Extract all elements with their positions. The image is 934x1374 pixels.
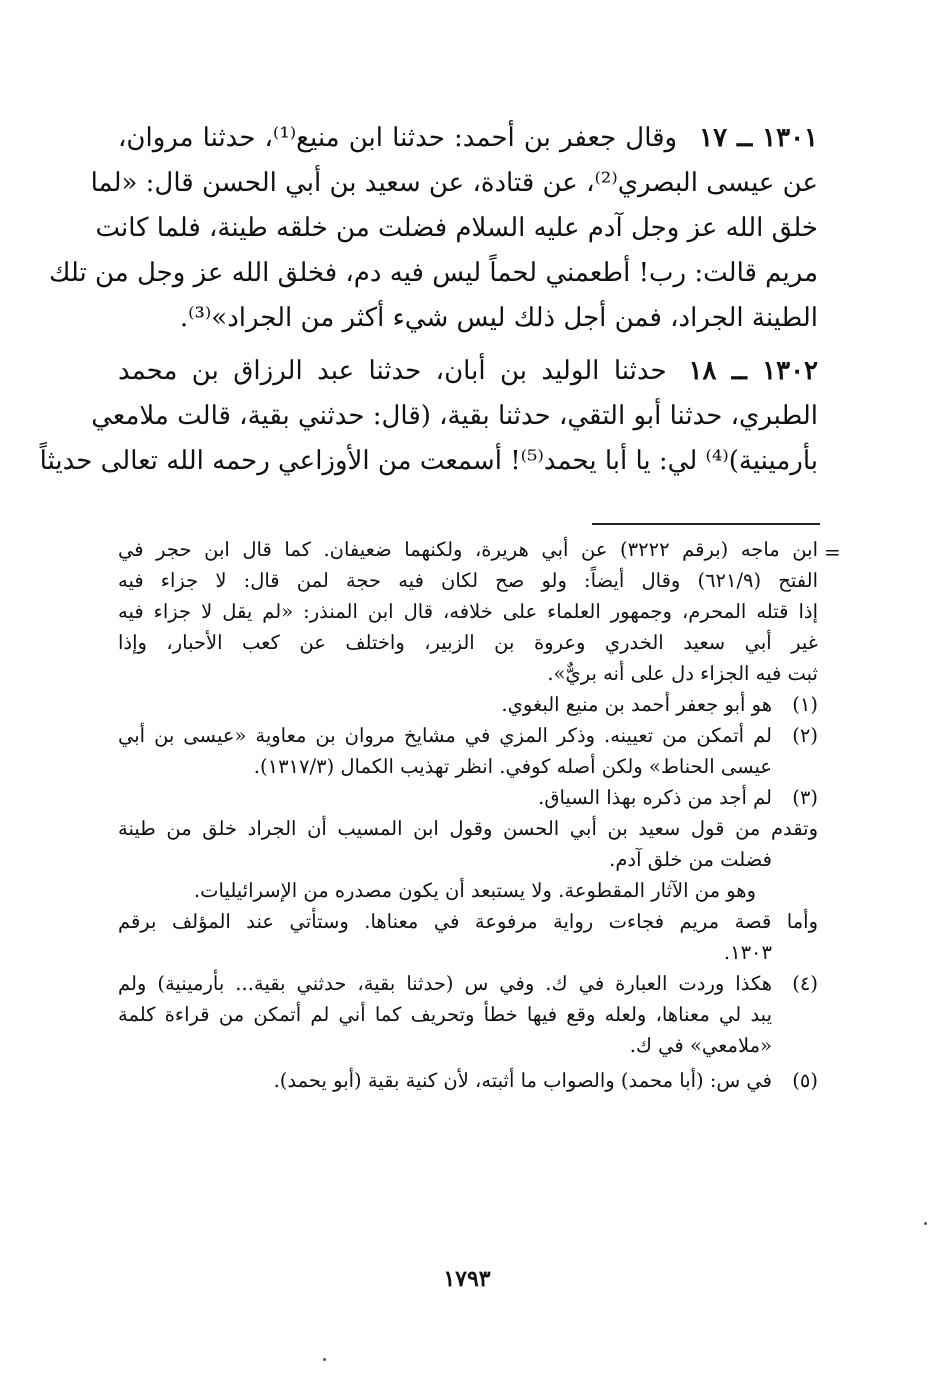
hadith-1301-line-1: ١٣٠١ ــ ١٧وقال جعفر بن أحمد: حدثنا ابن منيع⁽¹⁾، حدثنا مروان، xyxy=(118,123,818,153)
footnote-4-line-3: «ملامعي» في ك. xyxy=(629,1034,772,1057)
hadith-1302-line-2: الطبري، حدثنا أبو التقي، حدثنا بقية، (قال: حدثني بقية، قالت ملامعي xyxy=(91,401,818,431)
footnote-3-extra-line: وهو من الآثار المقطوعة. ولا يستبعد أن يكون مصدره من الإسرائيليات. xyxy=(193,879,756,902)
footnote-1: (١)هو أبو جعفر أحمد بن منيع البغوي. xyxy=(118,689,818,720)
footnote-continuation-line: ابن ماجه (برقم ٣٢٢٢) عن أبي هريرة، ولكنهما ضعيفان. كما قال ابن حجر في xyxy=(118,538,818,561)
hadith-1302-line-1: ١٣٠٢ ــ ١٨حدثنا الوليد بن أبان، حدثنا عبد الرزاق بن محمد xyxy=(118,356,818,386)
footnote-continuation-line: غير أبي سعيد الخدري وعروة بن الزبير، واختلف عن كعب الأحبار، وإذا xyxy=(118,631,818,654)
page-number: ١٧٩٣ xyxy=(443,1266,491,1292)
scan-speck xyxy=(323,1358,326,1361)
footnote-3-extra-line: فضلت من خلق آدم. xyxy=(609,848,772,871)
footnotes xyxy=(118,534,818,1096)
footnote-3-extra-line: ١٣٠٣. xyxy=(723,941,772,964)
footnote-4-line-2: يبد لي معناها، ولعله وقع فيها خطأ وتحريف كما أني لم أتمكن من قراءة كلمة xyxy=(118,1003,772,1026)
main-text xyxy=(39,116,818,484)
footnote-5: (٥)في س: (أبا محمد) والصواب ما أثبته، لأن كنية بقية (أبو يحمد). xyxy=(118,1065,818,1096)
footnote-marker: (٣) xyxy=(792,786,818,809)
hadith-1302-line-3: بأرمينية)⁽⁴⁾ لي: يا أبا يحمد⁽⁵⁾! أسمعت من الأوزاعي رحمه الله تعالى حديثاً xyxy=(39,446,818,476)
footnote-2-line-2: عيسى الحناط» ولكن أصله كوفي. انظر تهذيب الكمال (١٣١٧/٣). xyxy=(253,755,772,778)
hadith-1301-line-3: خلق الله عز وجل آدم عليه السلام فضلت من خلقه طينة، فلما كانت xyxy=(95,213,818,243)
hadith-number-1302: ١٣٠٢ ــ ١٨ xyxy=(688,356,818,386)
footnote-continuation-line: الفتح (٦٢١/٩) وقال أيضاً: ولو صح لكان فيه حجة لمن قال: لا جزاء فيه xyxy=(118,569,818,592)
hadith-1301-line-2: عن عيسى البصري⁽²⁾، عن قتادة، عن سعيد بن أبي الحسن قال: «لما xyxy=(90,168,818,198)
footnote-4: (٤)هكذا وردت العبارة في ك. وفي س (حدثنا بقية، حدثني بقية... بأرمينية) ولم xyxy=(118,968,818,999)
footnote-marker: (١) xyxy=(792,693,818,716)
hadith-1301-line-4: مريم قالت: رب! أطعمني لحماً ليس فيه دم، فخلق الله عز وجل من تلك xyxy=(48,258,818,288)
footnote-3-extra-line: وأما قصة مريم فجاءت رواية مرفوعة في معناها. وستأتي عند المؤلف برقم xyxy=(118,910,818,933)
footnote-marker: (٢) xyxy=(792,724,818,747)
footnote-3-extra-line: وتقدم من قول سعيد بن أبي الحسن وقول ابن المسيب أن الجراد خلق من طينة xyxy=(118,817,818,840)
scan-speck xyxy=(924,1222,927,1225)
continuation-marker: = xyxy=(824,540,841,564)
footnote-continuation-line: إذا قتله المحرم، وجمهور العلماء على خلافه، قال ابن المنذر: «لم يقل لا جزاء فيه xyxy=(118,600,818,623)
footnote-marker: (٤) xyxy=(792,972,818,995)
footnote-separator xyxy=(592,523,820,525)
footnote-3: (٣)لم أجد من ذكره بهذا السياق. xyxy=(118,782,818,813)
footnote-2: (٢)لم أتمكن من تعيينه. وذكر المزي في مشايخ مروان بن معاوية «عيسى بن أبي xyxy=(118,720,818,751)
footnote-continuation-line: ثبت فيه الجزاء دل على أنه بريٌّ». xyxy=(547,662,818,685)
hadith-number-1301: ١٣٠١ ــ ١٧ xyxy=(699,123,818,153)
hadith-1301-line-5: الطينة الجراد، فمن أجل ذلك ليس شيء أكثر من الجراد»⁽³⁾. xyxy=(179,303,818,333)
footnote-marker: (٥) xyxy=(792,1069,818,1092)
